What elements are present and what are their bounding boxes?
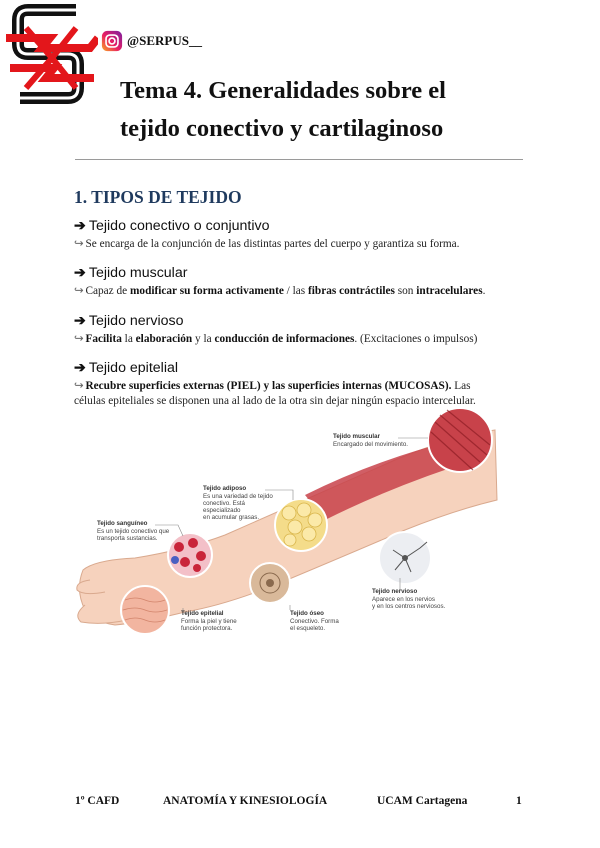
desc-conectivo: ↪ Se encarga de la conjunción de las distintas partes del cuerpo y garantiza su forma. xyxy=(74,238,460,250)
arrow-icon: ➔ xyxy=(74,218,86,234)
subheading-muscular: ➔ Tejido muscular xyxy=(74,265,188,281)
label-oseo-title: Tejido óseo xyxy=(290,610,324,617)
muscle-tissue-circle xyxy=(428,408,492,472)
label-nervioso-title: Tejido nervioso xyxy=(372,588,418,595)
desc-nervioso: ↪ Facilita la elaboración y la conducción de informaciones. (Excitaciones o impulsos) xyxy=(74,333,478,345)
title-line-2: tejido conectivo y cartilaginoso xyxy=(120,115,444,142)
instagram-icon xyxy=(101,30,123,52)
arrow-icon: ➔ xyxy=(74,360,86,376)
instagram-tag xyxy=(101,30,202,52)
footer-university: UCAM Cartagena xyxy=(377,795,468,807)
svg-text:Es un tejido conectivo que: Es un tejido conectivo que xyxy=(97,528,170,535)
svg-text:Es una variedad de tejido: Es una variedad de tejido xyxy=(203,493,273,500)
serpus-logo xyxy=(6,4,98,108)
label-sanguineo-title: Tejido sanguíneo xyxy=(97,520,148,527)
svg-text:especializado: especializado xyxy=(203,507,241,514)
footer-course: 1º CAFD xyxy=(75,795,120,807)
desc-muscular: ↪ Capaz de modificar su forma activamente / las fibras contráctiles son intracelulares. xyxy=(74,285,486,297)
svg-text:el esqueleto.: el esqueleto. xyxy=(290,625,326,632)
subheading-epitelial: ➔ Tejido epitelial xyxy=(74,360,179,376)
svg-text:transporta sustancias.: transporta sustancias. xyxy=(97,535,158,542)
label-muscular-title: Tejido muscular xyxy=(333,433,380,440)
svg-text:función protectora.: función protectora. xyxy=(181,625,233,632)
svg-text:y en los centros nerviosos.: y en los centros nerviosos. xyxy=(372,603,446,610)
label-muscular-desc: Encargado del movimiento. xyxy=(333,441,408,448)
hook-arrow-icon: ↪ xyxy=(74,238,84,250)
svg-text:Aparece en los nervios: Aparece en los nervios xyxy=(372,596,435,603)
svg-text:conectivo. Está: conectivo. Está xyxy=(203,500,245,507)
desc-epitelial: ↪ Recubre superficies externas (PIEL) y las superficies internas (MUCOSAS). Las células epiteliales se disponen una al lado de la otra sin dejar ningún espacio intercelular. xyxy=(74,380,476,407)
page-title xyxy=(120,72,580,148)
subheading-nervioso: ➔ Tejido nervioso xyxy=(74,313,184,329)
horizontal-rule xyxy=(75,159,523,160)
subheading-conectivo: ➔ Tejido conectivo o conjuntivo xyxy=(74,218,270,234)
instagram-handle: @SERPUS__ xyxy=(127,33,202,48)
footer-page-number: 1 xyxy=(516,795,522,807)
tissue-types-illustration xyxy=(75,400,500,650)
arrow-icon: ➔ xyxy=(74,313,86,329)
hook-arrow-icon: ↪ xyxy=(74,333,84,345)
svg-text:Conectivo. Forma: Conectivo. Forma xyxy=(290,618,339,625)
title-line-1: Tema 4. Generalidades sobre el xyxy=(120,77,446,104)
arrow-icon: ➔ xyxy=(74,265,86,281)
page-footer xyxy=(0,795,600,813)
label-adiposo-title: Tejido adiposo xyxy=(203,485,247,492)
hook-arrow-icon: ↪ xyxy=(74,380,84,392)
footer-subject: ANATOMÍA Y KINESIOLOGÍA xyxy=(163,795,328,807)
label-epitelial-title: Tejido epitelial xyxy=(181,610,224,617)
hook-arrow-icon: ↪ xyxy=(74,285,84,297)
section-heading: 1. TIPOS DE TEJIDO xyxy=(74,187,242,207)
svg-text:Forma la piel y tiene: Forma la piel y tiene xyxy=(181,618,237,625)
svg-text:en acumular grasas.: en acumular grasas. xyxy=(203,514,260,521)
